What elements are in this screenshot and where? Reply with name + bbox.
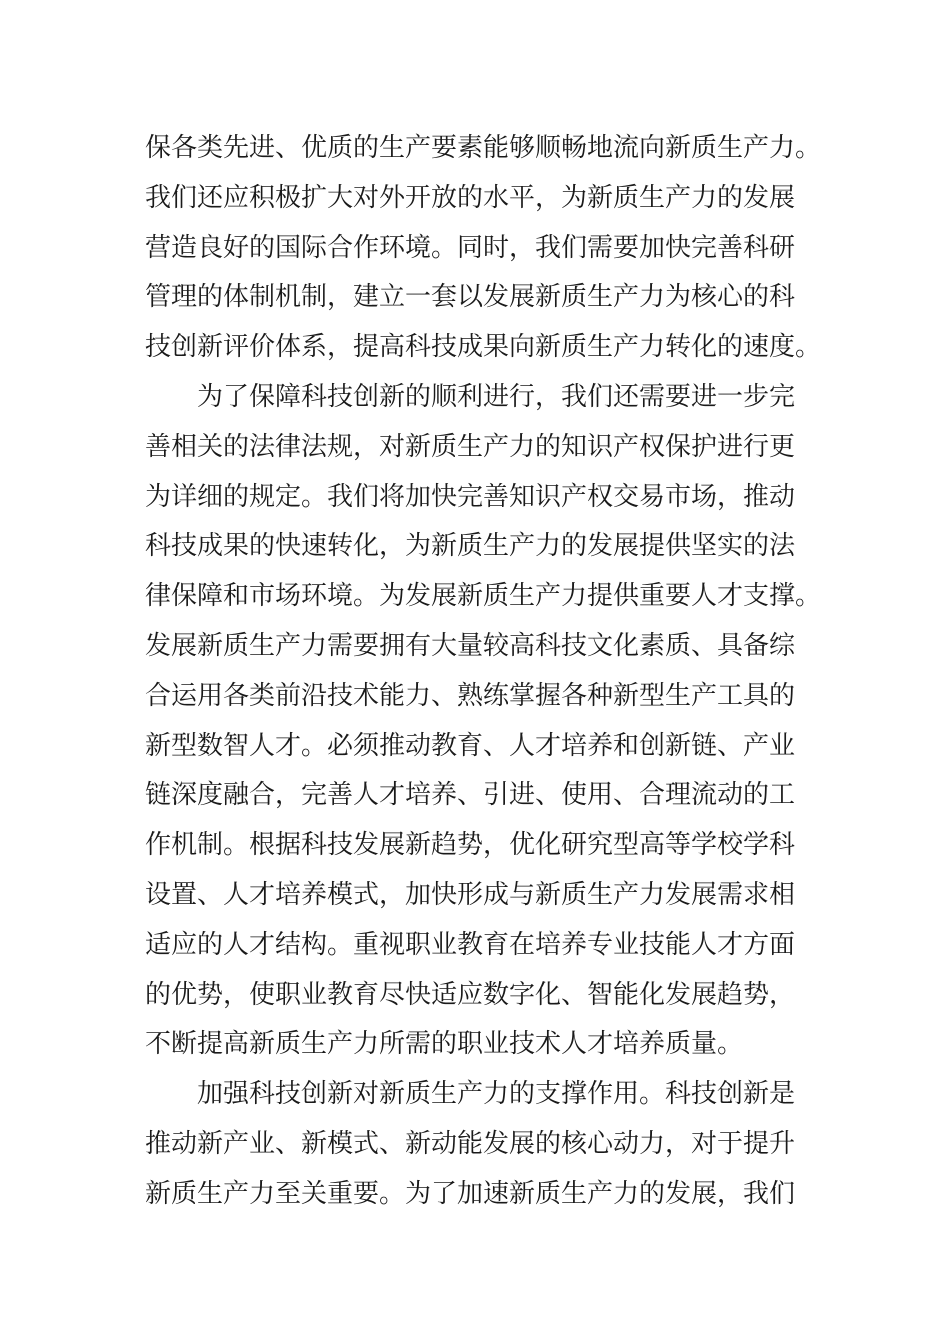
text-line: 营造良好的国际合作环境。同时，我们需要加快完善科研	[145, 232, 796, 263]
text-line: 保各类先进、优质的生产要素能够顺畅地流向新质生产力。	[145, 133, 822, 163]
text-line: 不断提高新质生产力所需的职业技术人才培养质量。	[145, 1029, 744, 1060]
text-line: 管理的体制机制，建立一套以发展新质生产力为核心的科	[145, 282, 796, 313]
body-text	[145, 124, 822, 1220]
text-line: 技创新评价体系，提高科技成果向新质生产力转化的速度。	[145, 332, 822, 363]
text-line: 作机制。根据科技发展新趋势，优化研究型高等学校学科	[145, 830, 796, 861]
text-line: 链深度融合，完善人才培养、引进、使用、合理流动的工	[145, 780, 796, 811]
text-line: 善相关的法律法规，对新质生产力的知识产权保护进行更	[145, 431, 796, 462]
paragraph-first-line: 为了保障科技创新的顺利进行，我们还需要进一步完	[197, 381, 796, 412]
paragraph-first-line: 加强科技创新对新质生产力的支撑作用。科技创新是	[197, 1079, 796, 1110]
text-line: 的优势，使职业教育尽快适应数字化、智能化发展趋势，	[145, 979, 796, 1010]
text-line: 适应的人才结构。重视职业教育在培养专业技能人才方面	[145, 929, 796, 960]
text-line: 科技成果的快速转化，为新质生产力的发展提供坚实的法	[145, 531, 796, 562]
text-line: 为详细的规定。我们将加快完善知识产权交易市场，推动	[145, 481, 796, 512]
text-line: 合运用各类前沿技术能力、熟练掌握各种新型生产工具的	[145, 680, 796, 711]
text-line: 推动新产业、新模式、新动能发展的核心动力，对于提升	[145, 1128, 796, 1159]
text-line: 律保障和市场环境。为发展新质生产力提供重要人才支撑。	[145, 581, 822, 612]
text-line: 新质生产力至关重要。为了加速新质生产力的发展，我们	[145, 1178, 796, 1209]
text-line: 新型数智人才。必须推动教育、人才培养和创新链、产业	[145, 730, 796, 761]
text-line: 我们还应积极扩大对外开放的水平，为新质生产力的发展	[145, 182, 796, 213]
text-line: 设置、人才培养模式，加快形成与新质生产力发展需求相	[145, 879, 796, 910]
text-line: 发展新质生产力需要拥有大量较高科技文化素质、具备综	[145, 630, 796, 661]
